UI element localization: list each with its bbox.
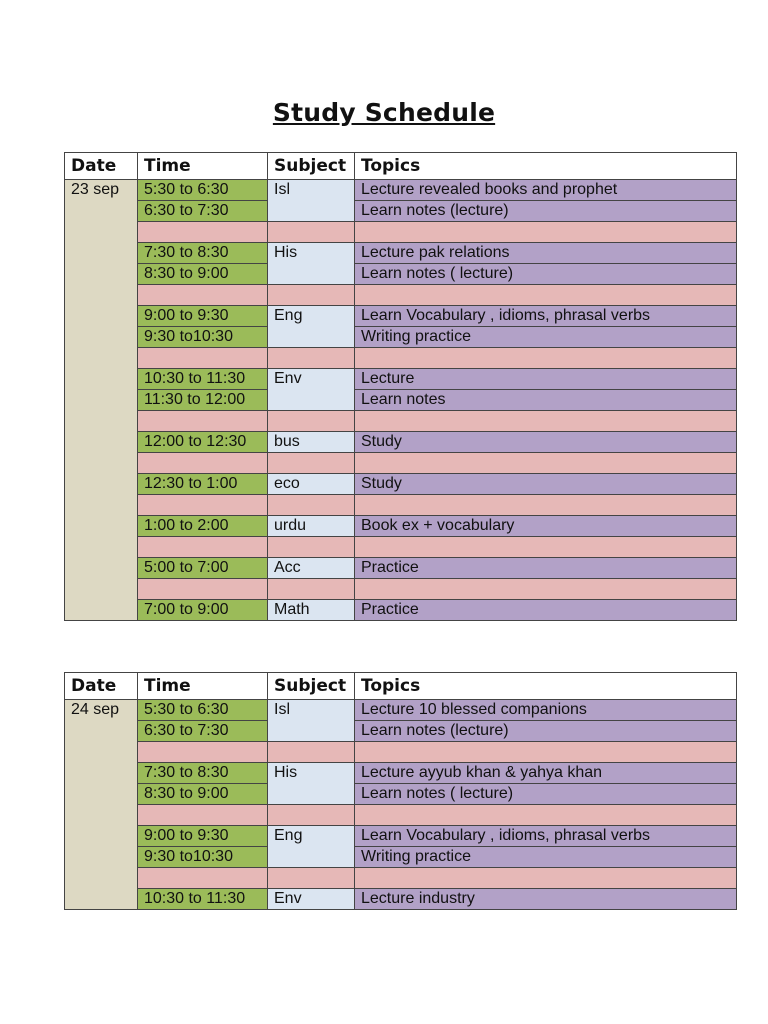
table-row (65, 306, 737, 327)
topic-cell: Learn notes (lecture) (355, 721, 737, 742)
time-cell: 9:30 to10:30 (138, 847, 268, 868)
topic-cell: Learn Vocabulary , idioms, phrasal verbs (355, 826, 737, 847)
break-cell (355, 411, 737, 432)
time-cell: 9:00 to 9:30 (138, 306, 268, 327)
topic-cell: Lecture 10 blessed companions (355, 700, 737, 721)
header-topics: Topics (355, 673, 737, 700)
break-cell (268, 742, 355, 763)
break-cell (355, 222, 737, 243)
time-cell: 11:30 to 12:00 (138, 390, 268, 411)
date-cell: 24 sep (65, 700, 138, 910)
time-cell: 8:30 to 9:00 (138, 264, 268, 285)
topic-cell: Learn notes ( lecture) (355, 784, 737, 805)
topic-cell: Writing practice (355, 847, 737, 868)
break-cell (268, 411, 355, 432)
table-row (65, 264, 737, 285)
break-cell (138, 495, 268, 516)
break-cell (355, 742, 737, 763)
topic-cell: Lecture pak relations (355, 243, 737, 264)
table-row (65, 558, 737, 579)
subject-cell: urdu (268, 516, 355, 537)
table-row (65, 763, 737, 784)
header-time: Time (138, 153, 268, 180)
page-title: Study Schedule (272, 98, 496, 127)
table-row (65, 516, 737, 537)
schedule-table-2 (64, 672, 737, 910)
header-subject: Subject (268, 673, 355, 700)
break-cell (138, 411, 268, 432)
table-row (65, 201, 737, 222)
time-cell: 7:00 to 9:00 (138, 600, 268, 621)
table-row (65, 180, 737, 201)
header-subject: Subject (268, 153, 355, 180)
table-row (65, 327, 737, 348)
subject-cell: Eng (268, 826, 355, 868)
break-cell (268, 453, 355, 474)
topic-cell: Practice (355, 600, 737, 621)
break-cell (268, 537, 355, 558)
topic-cell: Lecture (355, 369, 737, 390)
subject-cell: Math (268, 600, 355, 621)
header-date: Date (65, 153, 138, 180)
time-cell: 7:30 to 8:30 (138, 243, 268, 264)
break-cell (138, 742, 268, 763)
topic-cell: Learn Vocabulary , idioms, phrasal verbs (355, 306, 737, 327)
break-row (65, 348, 737, 369)
break-cell (138, 285, 268, 306)
break-cell (355, 537, 737, 558)
break-cell (268, 805, 355, 826)
table-row (65, 721, 737, 742)
topic-cell: Lecture revealed books and prophet (355, 180, 737, 201)
break-row (65, 222, 737, 243)
break-cell (355, 579, 737, 600)
subject-cell: Eng (268, 306, 355, 348)
subject-cell: bus (268, 432, 355, 453)
break-row (65, 495, 737, 516)
time-cell: 10:30 to 11:30 (138, 369, 268, 390)
subject-cell: Acc (268, 558, 355, 579)
topic-cell: Practice (355, 558, 737, 579)
subject-cell: Env (268, 369, 355, 411)
topic-cell: Learn notes (lecture) (355, 201, 737, 222)
topic-cell: Lecture industry (355, 889, 737, 910)
time-cell: 10:30 to 11:30 (138, 889, 268, 910)
table-row (65, 474, 737, 495)
subject-cell: eco (268, 474, 355, 495)
break-cell (268, 285, 355, 306)
table-row (65, 784, 737, 805)
table-row (65, 600, 737, 621)
topic-cell: Lecture ayyub khan & yahya khan (355, 763, 737, 784)
break-cell (268, 495, 355, 516)
time-cell: 8:30 to 9:00 (138, 784, 268, 805)
break-cell (268, 348, 355, 369)
break-cell (355, 285, 737, 306)
header-row (65, 153, 737, 180)
header-date: Date (65, 673, 138, 700)
table-row (65, 826, 737, 847)
topic-cell: Learn notes (355, 390, 737, 411)
subject-cell: Isl (268, 700, 355, 742)
subject-cell: His (268, 243, 355, 285)
break-row (65, 805, 737, 826)
break-row (65, 537, 737, 558)
header-row (65, 673, 737, 700)
break-cell (355, 805, 737, 826)
break-row (65, 868, 737, 889)
table-row (65, 369, 737, 390)
break-row (65, 411, 737, 432)
table-row (65, 432, 737, 453)
header-time: Time (138, 673, 268, 700)
time-cell: 6:30 to 7:30 (138, 721, 268, 742)
time-cell: 5:00 to 7:00 (138, 558, 268, 579)
time-cell: 7:30 to 8:30 (138, 763, 268, 784)
time-cell: 9:00 to 9:30 (138, 826, 268, 847)
topic-cell: Study (355, 432, 737, 453)
time-cell: 5:30 to 6:30 (138, 700, 268, 721)
break-cell (138, 453, 268, 474)
break-cell (138, 868, 268, 889)
break-cell (355, 453, 737, 474)
table-row (65, 243, 737, 264)
topic-cell: Book ex + vocabulary (355, 516, 737, 537)
subject-cell: Isl (268, 180, 355, 222)
table-row (65, 889, 737, 910)
topic-cell: Study (355, 474, 737, 495)
break-row (65, 742, 737, 763)
date-cell: 23 sep (65, 180, 138, 621)
break-row (65, 453, 737, 474)
break-cell (268, 579, 355, 600)
time-cell: 1:00 to 2:00 (138, 516, 268, 537)
break-cell (268, 868, 355, 889)
topic-cell: Writing practice (355, 327, 737, 348)
time-cell: 12:30 to 1:00 (138, 474, 268, 495)
table-row (65, 390, 737, 411)
break-cell (138, 579, 268, 600)
time-cell: 6:30 to 7:30 (138, 201, 268, 222)
break-cell (355, 348, 737, 369)
break-cell (268, 222, 355, 243)
schedule-table-1 (64, 152, 737, 621)
break-cell (138, 222, 268, 243)
break-cell (355, 868, 737, 889)
time-cell: 5:30 to 6:30 (138, 180, 268, 201)
time-cell: 12:00 to 12:30 (138, 432, 268, 453)
table-row (65, 847, 737, 868)
topic-cell: Learn notes ( lecture) (355, 264, 737, 285)
break-cell (355, 495, 737, 516)
header-topics: Topics (355, 153, 737, 180)
break-cell (138, 348, 268, 369)
subject-cell: Env (268, 889, 355, 910)
subject-cell: His (268, 763, 355, 805)
break-cell (138, 805, 268, 826)
time-cell: 9:30 to10:30 (138, 327, 268, 348)
table-row (65, 700, 737, 721)
break-row (65, 285, 737, 306)
break-cell (138, 537, 268, 558)
break-row (65, 579, 737, 600)
